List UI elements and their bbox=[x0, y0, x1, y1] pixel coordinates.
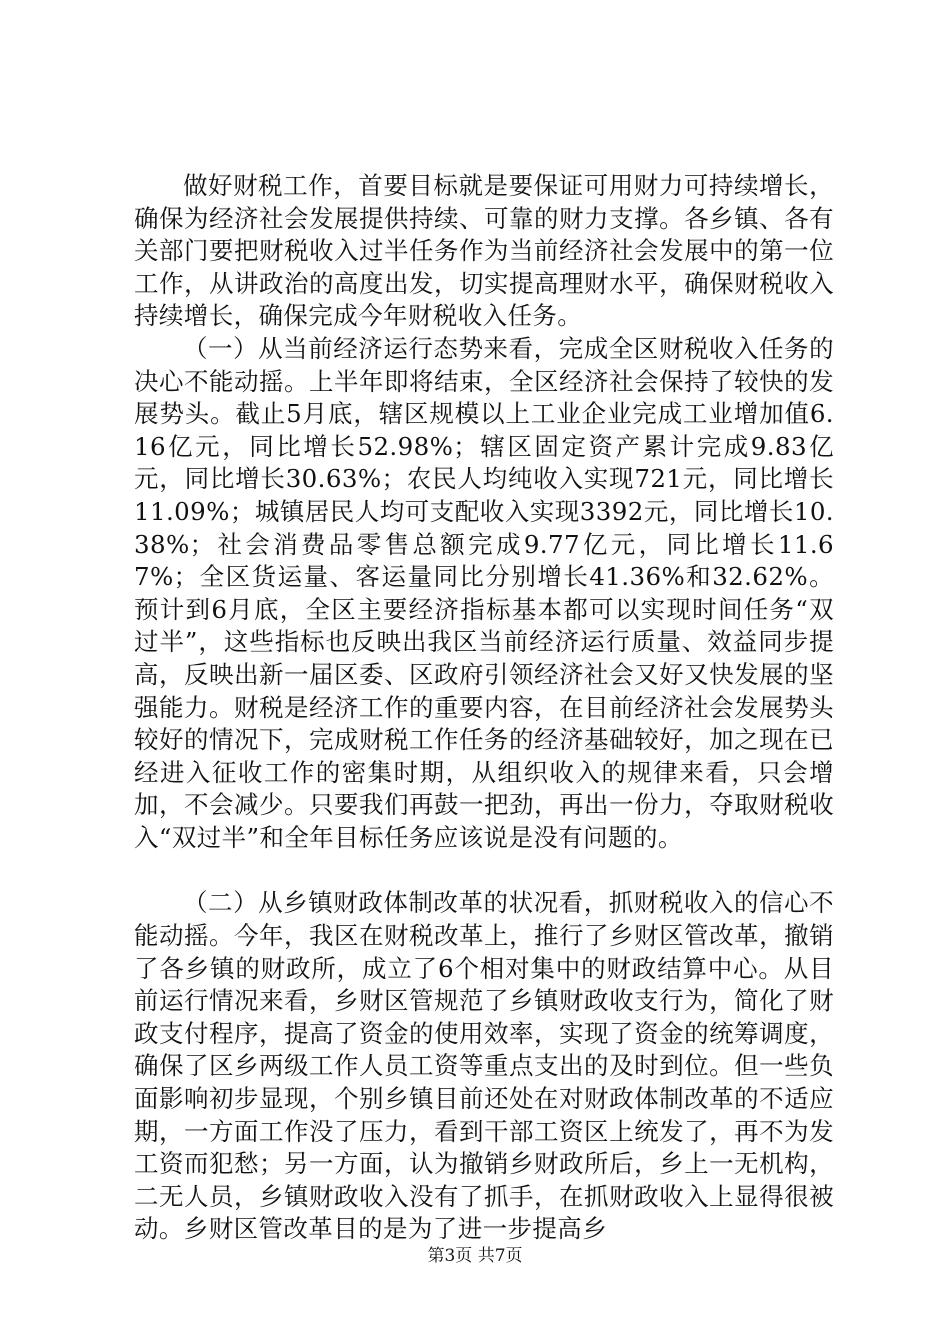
page-footer bbox=[0, 1245, 950, 1267]
paragraph-section-one: （一）从当前经济运行态势来看，完成全区财税收入任务的决心不能动摇。上半年即将结束，全区经济社会保持了较快的发展势头。截止5月底，辖区规模以上工业企业完成工业增加值6.16亿元，同比增长52.98%；辖区固定资产累计完成9.83亿元，同比增长30.63%；农民人均纯收入实现721元，同比增长11.09%；城镇居民人均可支配收入实现3392元，同比增长10.38%；社会消费品零售总额完成9.77亿元，同比增长11.67%；全区货运量、客运量同比分别增长41.36%和32.62%。预计到6月底，全区主要经济指标基本都可以实现时间任务“双过半”，这些指标也反映出我区当前经济运行质量、效益同步提高，反映出新一届区委、区政府引领经济社会又好又快发展的坚强能力。财税是经济工作的重要内容，在目前经济社会发展势头较好的情况下，完成财税工作任务的经济基础较好，加之现在已经进入征收工作的密集时期，从组织收入的规律来看，只会增加，不会减少。只要我们再鼓一把劲，再出一份力，夺取财税收入“双过半”和全年目标任务应该说是没有问题的。 bbox=[134, 333, 834, 852]
document-body bbox=[134, 170, 834, 1246]
page-number: 第3页 共7页 bbox=[427, 1246, 523, 1266]
paragraph-section-two: （二）从乡镇财政体制改革的状况看，抓财税收入的信心不能动摇。今年，我区在财税改革上，推行了乡财区管改革，撤销了各乡镇的财政所，成立了6个相对集中的财政结算中心。从目前运行情况来看，乡财区管规范了乡镇财政收支行为，简化了财政支付程序，提高了资金的使用效率，实现了资金的统筹调度，确保了区乡两级工作人员工资等重点支出的及时到位。但一些负面影响初步显现，个别乡镇目前还处在对财政体制改革的不适应期，一方面工作没了压力，看到干部工资区上统发了，再不为发工资而犯愁；另一方面，认为撤销乡财政所后，乡上一无机构，二无人员，乡镇财政收入没有了抓手，在抓财政收入上显得很被动。乡财区管改革目的是为了进一步提高乡 bbox=[134, 888, 834, 1244]
paragraph-intro: 做好财税工作，首要目标就是要保证可用财力可持续增长，确保为经济社会发展提供持续、可靠的财力支撑。各乡镇、各有关部门要把财税收入过半任务作为当前经济社会发展中的第一位工作，从讲政治的高度出发，切实提高理财水平，确保财税收入持续增长，确保完成今年财税收入任务。 bbox=[134, 171, 834, 331]
